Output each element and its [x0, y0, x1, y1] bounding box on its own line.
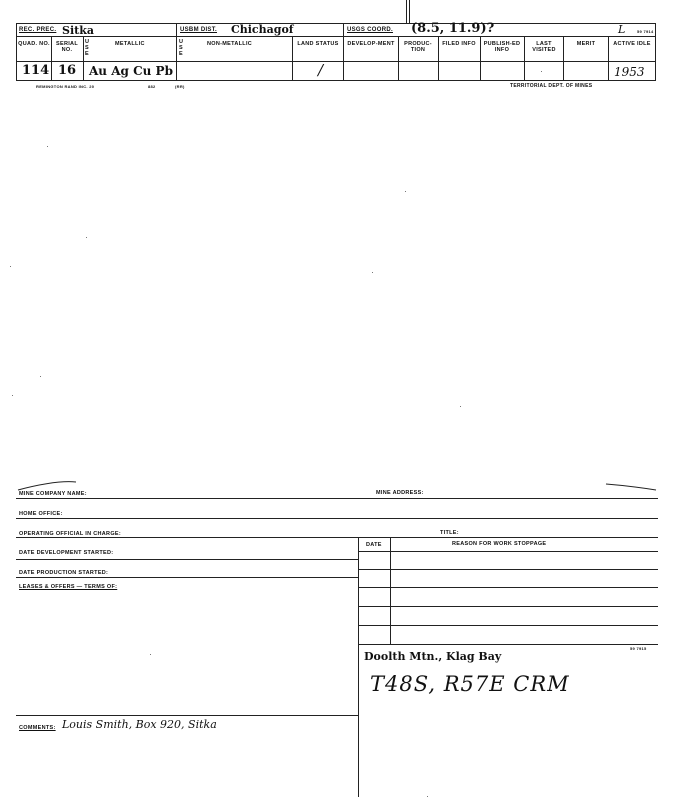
- rule-left: [16, 23, 17, 80]
- form-number-2: 59 7915: [630, 646, 647, 651]
- value-township-range: T48S, R57E CRM: [370, 672, 570, 696]
- punch-mark-1: [406, 0, 407, 23]
- value-location: Doolth Mtn., Klag Bay: [364, 650, 502, 663]
- value-metallic: Au Ag Cu Pb: [89, 64, 173, 78]
- label-prod-started: DATE PRODUCTION STARTED:: [19, 570, 109, 576]
- footer-code-2: (RR): [175, 84, 185, 89]
- col-land-status: LAND STATUS: [297, 41, 339, 47]
- label-operating-official: OPERATING OFFICIAL IN CHARGE:: [19, 531, 121, 537]
- value-comments: Louis Smith, Box 920, Sitka: [62, 718, 217, 731]
- col-production: PRODUC-TION: [404, 41, 432, 53]
- usgs-coord-label: USGS COORD.: [347, 27, 393, 33]
- label-mine-company: MINE COMPANY NAME:: [19, 491, 87, 497]
- rule-header-bottom: [16, 36, 656, 37]
- col-use-1: U S E: [85, 39, 90, 57]
- value-quad: 114: [22, 63, 50, 78]
- label-title: TITLE:: [440, 530, 459, 536]
- label-dev-started: DATE DEVELOPMENT STARTED:: [19, 550, 114, 556]
- col-development: DEVELOP-MENT: [347, 41, 395, 47]
- col-filed-info: FILED INFO: [442, 41, 476, 47]
- rule-row-bottom: [16, 80, 656, 81]
- label-comments: COMMENTS:: [19, 725, 56, 731]
- dept-name: TERRITORIAL DEPT. OF MINES: [510, 83, 593, 89]
- publisher: REMINGTON RAND INC. 20: [36, 84, 95, 89]
- col-metallic: METALLIC: [115, 41, 145, 47]
- rule-top: [16, 23, 656, 24]
- punch-mark-2: [409, 0, 410, 23]
- col-merit: MERIT: [576, 41, 596, 47]
- label-mine-address: MINE ADDRESS:: [376, 490, 424, 496]
- col-published-info: PUBLISH-ED INFO: [483, 41, 521, 53]
- form-number: 59 7914: [637, 29, 654, 34]
- letter-code: L: [618, 23, 626, 36]
- col-reason: REASON FOR WORK STOPPAGE: [452, 541, 547, 547]
- card-top-curve: [16, 478, 658, 494]
- col-date: DATE: [366, 542, 382, 548]
- col-non-metallic: NON-METALLIC: [207, 41, 253, 47]
- usbm-dist-label: USBM DIST.: [180, 27, 218, 33]
- col-use-2: U S E: [179, 39, 184, 57]
- rule-columns-bottom: [16, 61, 656, 62]
- value-serial: 16: [58, 63, 77, 78]
- rule-right: [655, 23, 656, 80]
- rec-prec-label: REC. PREC.: [19, 27, 57, 33]
- col-serial-no: SERIAL NO.: [56, 41, 78, 53]
- value-active-idle: 1953: [614, 65, 645, 79]
- label-leases: LEASES & OFFERS — TERMS OF:: [19, 584, 118, 590]
- col-active-idle: ACTIVE IDLE: [613, 41, 651, 47]
- usbm-dist-value: Chichagof: [231, 23, 294, 36]
- col-last-visited: LAST VISITED: [532, 41, 556, 53]
- value-land-status: /: [318, 61, 324, 79]
- col-quad-no: QUAD. NO.: [18, 41, 50, 47]
- rec-prec-value: Sitka: [62, 24, 94, 37]
- label-home-office: HOME OFFICE:: [19, 511, 63, 517]
- usgs-coord-value: (8.5, 11.9)?: [411, 21, 495, 36]
- footer-code: 882: [148, 84, 156, 89]
